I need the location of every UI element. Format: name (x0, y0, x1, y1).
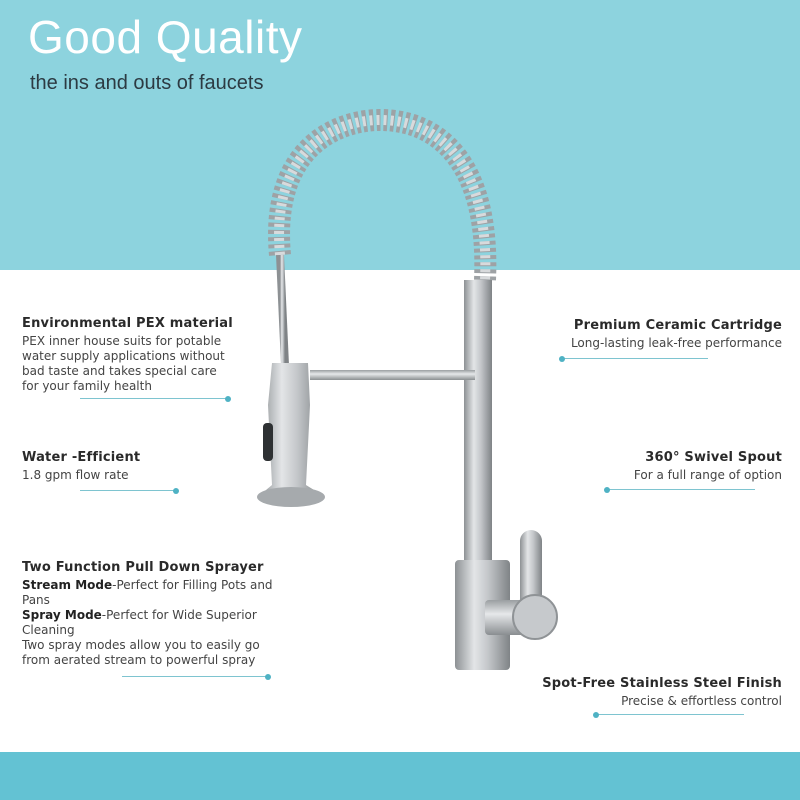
feature-pex-line-3: bad taste and takes special care (22, 364, 217, 378)
page-subtitle: the ins and outs of faucets (30, 72, 264, 94)
leader-line-finish (596, 714, 744, 715)
leader-dot (604, 487, 610, 493)
feature-swivel-spout (582, 450, 782, 483)
leader-dot (559, 356, 565, 362)
leader-line-pex (80, 398, 228, 399)
feature-pex-material (22, 316, 252, 394)
leader-line-swivel (607, 489, 755, 490)
feature-ceramic-cartridge (542, 318, 782, 351)
feature-cartridge-desc: Long-lasting leak-free performance (570, 336, 782, 350)
feature-sprayer-extra-1: Two spray modes allow you to easily go (22, 638, 260, 652)
feature-pex-title: Environmental PEX material (22, 316, 233, 331)
leader-dot (225, 396, 231, 402)
leader-dot (593, 712, 599, 718)
stream-mode-desc: -Perfect for Filling Pots and Pans (22, 578, 273, 607)
feature-finish-title: Spot-Free Stainless Steel Finish (542, 676, 782, 691)
spray-mode-label: Spray Mode (22, 608, 102, 622)
stream-mode-label: Stream Mode (22, 578, 113, 592)
feature-sprayer-extra-2: from aerated stream to powerful spray (22, 653, 256, 667)
feature-sprayer-spray (22, 608, 287, 638)
leader-dot (265, 674, 271, 680)
leader-dot (173, 488, 179, 494)
feature-stainless-finish (532, 676, 782, 709)
leader-line-cartridge (562, 358, 708, 359)
feature-pull-down-sprayer (22, 560, 287, 668)
feature-water-efficient (22, 450, 222, 483)
feature-pex-line-1: PEX inner house suits for potable (22, 334, 222, 348)
feature-water-title: Water -Efficient (22, 450, 141, 465)
footer-background-band (0, 752, 800, 800)
feature-swivel-title: 360° Swivel Spout (645, 450, 782, 465)
leader-line-water (80, 490, 176, 491)
feature-sprayer-title: Two Function Pull Down Sprayer (22, 560, 264, 575)
feature-swivel-desc: For a full range of option (633, 468, 782, 482)
page-title: Good Quality (28, 11, 303, 63)
spray-mode-desc: -Perfect for Wide Superior Cleaning (22, 608, 257, 637)
feature-cartridge-title: Premium Ceramic Cartridge (573, 318, 782, 333)
feature-pex-line-4: for your family health (22, 379, 152, 393)
feature-finish-desc: Precise & effortless control (621, 694, 782, 708)
feature-sprayer-stream (22, 578, 287, 608)
feature-water-desc: 1.8 gpm flow rate (22, 468, 129, 482)
leader-line-sprayer (122, 676, 268, 677)
feature-pex-line-2: water supply applications without (22, 349, 225, 363)
